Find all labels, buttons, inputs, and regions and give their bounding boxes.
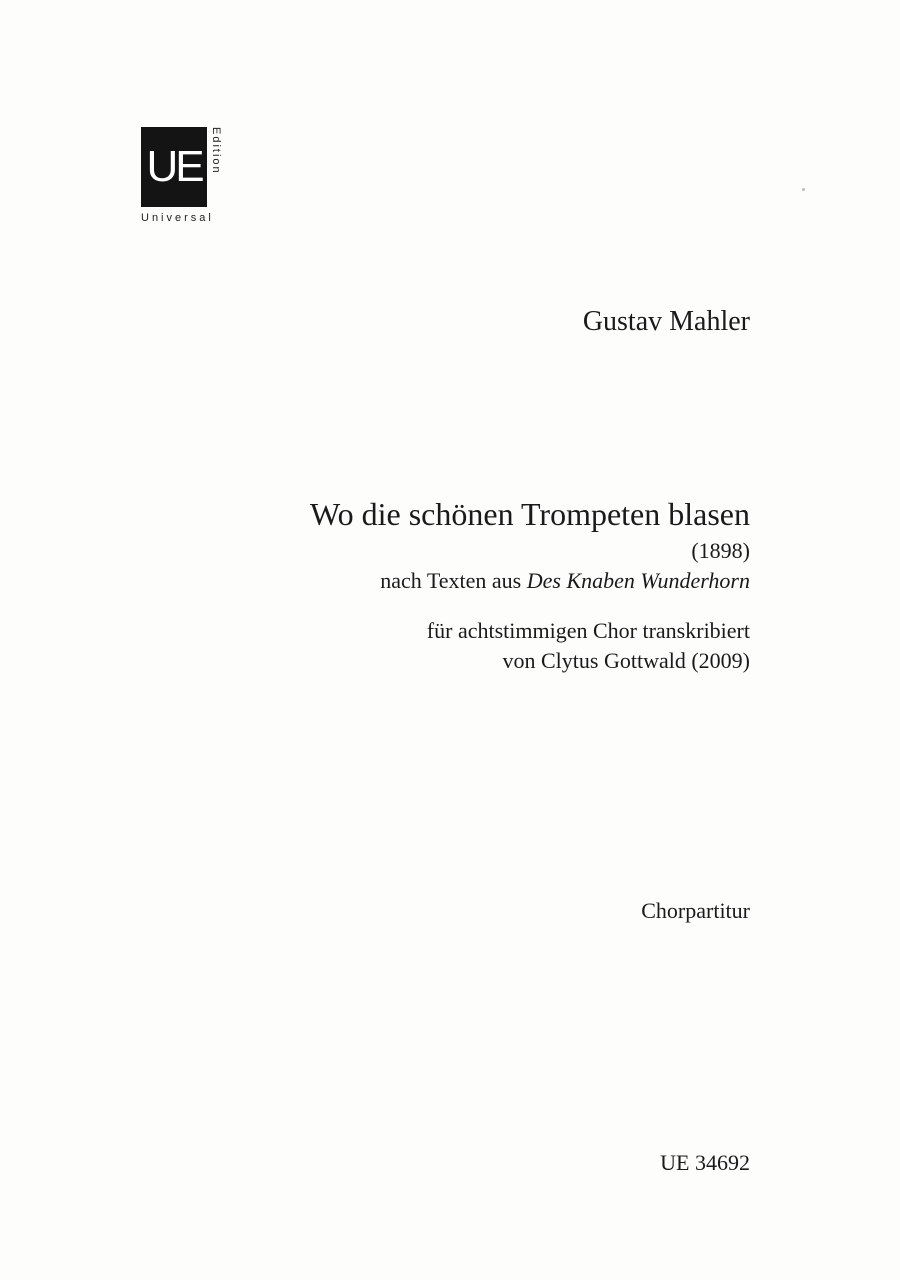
composition-year: (1898) (691, 538, 750, 563)
text-source-prefix: nach Texten aus (380, 568, 527, 593)
logo-edition-text: Edition (210, 127, 222, 175)
text-source-work: Des Knaben Wunderhorn (526, 568, 750, 593)
paper-speck (802, 188, 805, 191)
work-title: Wo die schönen Trompeten blasen (309, 496, 750, 532)
catalog-number: UE 34692 (660, 1150, 750, 1175)
logo-mark: UE (141, 127, 207, 207)
text-source (380, 568, 750, 594)
arrangement-line-2: von Clytus Gottwald (2009) (502, 648, 750, 673)
composer-name: Gustav Mahler (582, 306, 750, 337)
logo-universal-text: Universal (141, 212, 214, 224)
score-type: Chorpartitur (641, 898, 750, 923)
arrangement-line-1: für achtstimmigen Chor transkribiert (426, 618, 750, 643)
universal-edition-logo (141, 127, 241, 232)
